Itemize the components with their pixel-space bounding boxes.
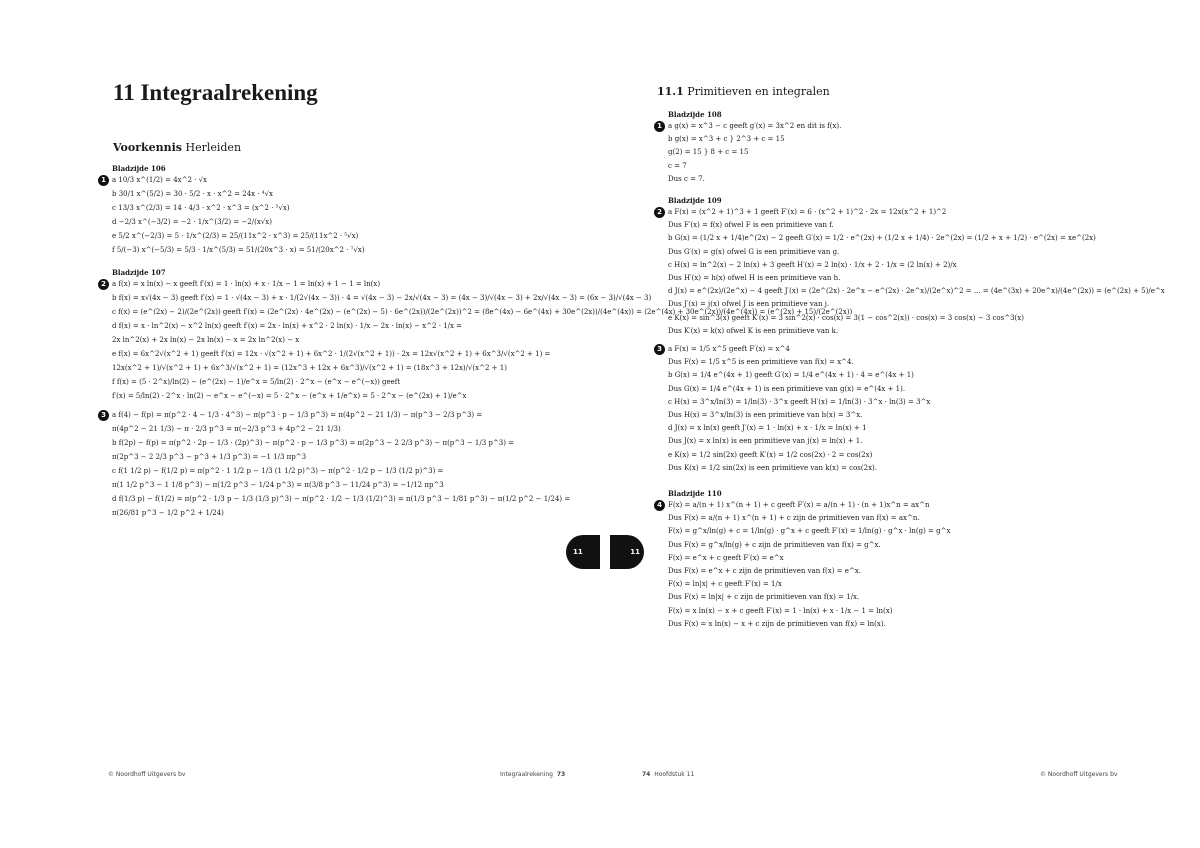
answer-line: b G(x) = (1/2 x + 1/4)e^(2x) − 2 geeft G′(x) = 1/2 · e^(2x) + (1/2 x + 1/4) · 2e^(2x) = (1/2 + x + 1/2) · e^(2x) = xe^(2x) [668, 234, 1096, 243]
answer-line: d f(1/3 p) − f(1/2) = π(p^2 · 1/3 p − 1/3 (1/3 p)^3) − π(p^2 · 1/2 − 1/3 (1/2)^3) = π(1/3 p^3 − 1/81 p^3) − π(1/2 p^2 − 1/24) = [112, 495, 571, 503]
exercise-number: 2 [98, 279, 109, 290]
footer-copyright-left: © Noordhoff Uitgevers bv [108, 771, 186, 778]
answer-line: Dus H(x) = 3^x/ln(3) is een primitieve van h(x) = 3^x. [668, 411, 863, 419]
answer-line: e f(x) = 6x^2√(x^2 + 1) geeft f′(x) = 12x · √(x^2 + 1) + 6x^2 · 1/(2√(x^2 + 1)) · 2x = 12x√(x^2 + 1) + 6x^3/√(x^2 + 1) = [112, 350, 551, 358]
answer-line: c 13/3 x^(2/3) = 14 · 4/3 · x^2 · x^3 = (x^2 · ⁵√x) [112, 204, 290, 212]
voorkennis-topic: Herleiden [181, 141, 242, 154]
answer-line: Dus J(x) = x ln(x) is een primitieve van j(x) = ln(x) + 1. [668, 437, 863, 446]
answer-line: a F(x) = (x^2 + 1)^3 + 1 geeft F′(x) = 6 · (x^2 + 1)^2 · 2x = 12x(x^2 + 1)^2 [668, 208, 947, 216]
answer-line: d J(x) = e^(2x)/(2e^x) − 4 geeft J′(x) = (2e^(2x) · 2e^x − e^(2x) · 2e^x)/(2e^x)^2 = ... = (4e^(3x) + 20e^x)/(4e^(2x)) = (e^(2x) + 5)/e^x [668, 287, 1165, 296]
footer-running-title-left [500, 771, 565, 778]
footer-chapter: Hoofdstuk 11 [654, 771, 695, 778]
answer-line: Dus F′(x) = f(x) ofwel F is een primitieve van f. [668, 221, 834, 230]
exercise-number: 2 [654, 207, 665, 218]
chapter-title: 11 Integraalrekening [113, 80, 318, 105]
page-number-right: 74 [642, 771, 651, 778]
answer-line: a g(x) = x^3 − c geeft g′(x) = 3x^2 en dit is f(x). [668, 122, 842, 130]
page-reference-heading: Bladzijde 109 [668, 196, 722, 205]
answer-line: c f(1 1/2 p) − f(1/2 p) = π(p^2 · 1 1/2 p − 1/3 (1 1/2 p)^3) − π(p^2 · 1/2 p − 1/3 (1/2 p)^3) = [112, 467, 444, 475]
answer-line: b g(x) = x^3 + c } 2^3 + c = 15 [668, 135, 785, 144]
answer-line: b f(x) = x√(4x − 3) geeft f′(x) = 1 · √(4x − 3) + x · 1/(2√(4x − 3)) · 4 = √(4x − 3) − 2x/√(4x − 3) = (4x − 3)/√(4x − 3) + 2x/√(4x − 3) = (6x − 3)/√(4x − 3) [112, 294, 652, 302]
answer-line: F(x) = e^x + c geeft F′(x) = e^x [668, 553, 784, 562]
answer-line: d f(x) = x · ln^2(x) − x^2 ln(x) geeft f′(x) = 2x · ln(x) + x^2 · 2 ln(x) · 1/x − 2x · ln(x) − x^2 · 1/x = [112, 322, 463, 330]
answer-line: a f(x) = x ln(x) − x geeft f′(x) = 1 · ln(x) + x · 1/x − 1 = ln(x) + 1 − 1 = ln(x) [112, 280, 381, 288]
footer-copyright-right: © Noordhoff Uitgevers bv [1040, 771, 1118, 778]
answer-line: F(x) = a/(n + 1) x^(n + 1) + c geeft F′(x) = a/(n + 1) · (n + 1)x^n = ax^n [668, 501, 930, 509]
answer-line: c H(x) = 3^x/ln(3) = 1/ln(3) · 3^x geeft H′(x) = 1/ln(3) · 3^x · ln(3) = 3^x [668, 397, 931, 406]
answer-line: f 5/(−3) x^(−5/3) = 5/3 · 1/x^(5/3) = 51/(20x^3 · x) = 51/(20x^2 · ⁷√x) [112, 246, 365, 254]
answer-line: Dus F(x) = 1/5 x^5 is een primitieve van f(x) = x^4. [668, 358, 854, 367]
answer-line: Dus K(x) = 1/2 sin(2x) is een primitieve van k(x) = cos(2x). [668, 463, 877, 472]
answer-line: e K(x) = sin^3(x) geeft K′(x) = 3 sin^2(x) · cos(x) = 3(1 − cos^2(x)) · cos(x) = 3 cos(x) − 3 cos^3(x) [668, 313, 1024, 322]
answer-line: F(x) = ln|x| + c geeft F′(x) = 1/x [668, 580, 782, 589]
answer-line: π(4p^2 − 21 1/3) − π · 2/3 p^3 = π(−2/3 p^3 + 4p^2 − 21 1/3) [112, 425, 341, 433]
answer-line: Dus G′(x) = g(x) ofwel G is een primitieve van g. [668, 247, 840, 256]
answer-line: Dus F(x) = x ln(x) − x + c zijn de primitieven van f(x) = ln(x). [668, 619, 886, 628]
answer-line: π(26/81 p^3 − 1/2 p^2 + 1/24) [112, 509, 224, 517]
voorkennis-heading [113, 141, 241, 154]
answer-line: d −2/3 x^(−3/2) = −2 · 1/x^(3/2) = −2/(x√x) [112, 218, 272, 226]
answer-line: π(2p^3 − 2 2/3 p^3 − p^3 + 1/3 p^3) = −1 1/3 πp^3 [112, 453, 307, 461]
answer-line: Dus K′(x) = k(x) ofwel K is een primitieve van k. [668, 326, 839, 335]
answer-line: π(1 1/2 p^3 − 1 1/8 p^3) − π(1/2 p^3 − 1/24 p^3) = π(3/8 p^3 − 11/24 p^3) = −1/12 πp^3 [112, 481, 444, 489]
page-reference-heading: Bladzijde 108 [668, 110, 722, 119]
answer-line: Dus F(x) = ln|x| + c zijn de primitieven van f(x) = 1/x. [668, 593, 860, 602]
answer-line: F(x) = x ln(x) − x + c geeft F′(x) = 1 · ln(x) + x · 1/x − 1 = ln(x) [668, 606, 893, 615]
exercise-number: 4 [654, 500, 665, 511]
answer-line: Dus G(x) = 1/4 e^(4x + 1) is een primitieve van g(x) = e^(4x + 1). [668, 384, 906, 393]
page-number-left: 73 [556, 771, 566, 778]
chapter-tab-right [610, 535, 644, 569]
answer-line: Dus F(x) = g^x/ln(g) + c zijn de primitieven van f(x) = g^x. [668, 540, 881, 549]
chapter-tab-left: 11 [566, 535, 600, 569]
answer-line: g(2) = 15 } 8 + c = 15 [668, 148, 749, 157]
chapter-tab-label: 11 [630, 548, 640, 556]
footer-title: Integraalrekening [500, 771, 553, 778]
answer-line: 12x(x^2 + 1)/√(x^2 + 1) + 6x^3/√(x^2 + 1) = (12x^3 + 12x + 6x^3)/√(x^2 + 1) = (18x^3 + 12x)/√(x^2 + 1) [112, 364, 507, 372]
exercise-number: 3 [654, 344, 665, 355]
answer-line: Dus J′(x) = j(x) ofwel J is een primitieve van j. [668, 300, 830, 309]
answer-line: e K(x) = 1/2 sin(2x) geeft K′(x) = 1/2 cos(2x) · 2 = cos(2x) [668, 450, 873, 459]
answer-line: c = 7 [668, 161, 687, 170]
footer-running-title-right [642, 771, 694, 778]
answer-line: a F(x) = 1/5 x^5 geeft F′(x) = x^4 [668, 345, 790, 353]
section-title [657, 85, 830, 98]
section-number: 11.1 [657, 85, 684, 98]
answer-line: f′(x) = 5/ln(2) · 2^x · ln(2) − e^x − e^(−x) = 5 · 2^x − (e^x + 1/e^x) = 5 · 2^x − (e^(2x) + 1)/e^x [112, 392, 467, 400]
answer-line: b 30/1 x^(5/2) = 30 · 5/2 · x · x^2 = 24x · ⁴√x [112, 190, 273, 198]
page-reference-heading: Bladzijde 106 [112, 164, 166, 173]
exercise-number: 1 [98, 175, 109, 186]
answer-line: c f(x) = (e^(2x) − 2)/(2e^(2x)) geeft f′(x) = (2e^(2x) · 4e^(2x) − (e^(2x) − 5) · 6e^(2x))/(2e^(2x))^2 = (8e^(4x) − 6e^(4x) + 30e^(2x))/(4e^(4x)) = (2e^(4x) + 30e^(2x))/(4e^(4x)) = (e^(2x) + 15)/(2e^(2x)) [112, 308, 853, 316]
exercise-number: 1 [654, 121, 665, 132]
answer-line: d J(x) = x ln(x) geeft J′(x) = 1 · ln(x) + x · 1/x = ln(x) + 1 [668, 424, 867, 433]
answer-line: c H(x) = ln^2(x) − 2 ln(x) + 3 geeft H′(x) = 2 ln(x) · 1/x + 2 · 1/x = (2 ln(x) + 2)/x [668, 260, 957, 269]
answer-line: Dus c = 7. [668, 174, 705, 183]
answer-line: a 10/3 x^(1/2) = 4x^2 · √x [112, 176, 208, 184]
answer-line: b G(x) = 1/4 e^(4x + 1) geeft G′(x) = 1/4 e^(4x + 1) · 4 = e^(4x + 1) [668, 371, 914, 380]
section-name: Primitieven en integralen [683, 85, 830, 98]
answer-line: F(x) = g^x/ln(g) + c = 1/ln(g) · g^x + c geeft F′(x) = 1/ln(g) · g^x · ln(g) = g^x [668, 527, 951, 536]
answer-line: Dus F(x) = a/(n + 1) x^(n + 1) + c zijn de primitieven van f(x) = ax^n. [668, 514, 920, 523]
answer-line: f f(x) = (5 · 2^x)/ln(2) − (e^(2x) − 1)/e^x = 5/ln(2) · 2^x − (e^x − e^(−x)) geeft [112, 378, 401, 386]
answer-line: e 5/2 x^(−2/3) = 5 · 1/x^(2/3) = 25/(11x^2 · x^3) = 25/(11x^2 · ⁵√x) [112, 232, 359, 240]
answer-line: 2x ln^2(x) + 2x ln(x) − 2x ln(x) − x = 2x ln^2(x) − x [112, 336, 300, 344]
page-reference-heading: Bladzijde 107 [112, 268, 166, 277]
answer-line: a f(4) − f(p) = π(p^2 · 4 − 1/3 · 4^3) − π(p^3 · p − 1/3 p^3) = π(4p^2 − 21 1/3) − π(p^3 − 2/3 p^3) = [112, 411, 483, 419]
answer-line: b f(2p) − f(p) = π(p^2 · 2p − 1/3 · (2p)^3) − π(p^2 · p − 1/3 p^3) = π(2p^3 − 2 2/3 p^3) − π(p^3 − 1/3 p^3) = [112, 439, 515, 447]
voorkennis-label: Voorkennis [113, 141, 182, 154]
answer-line: Dus F(x) = e^x + c zijn de primitieven van f(x) = e^x. [668, 567, 861, 575]
answer-line: Dus H′(x) = h(x) ofwel H is een primitieve van h. [668, 274, 841, 282]
exercise-number: 3 [98, 410, 109, 421]
page-reference-heading: Bladzijde 110 [668, 489, 722, 498]
